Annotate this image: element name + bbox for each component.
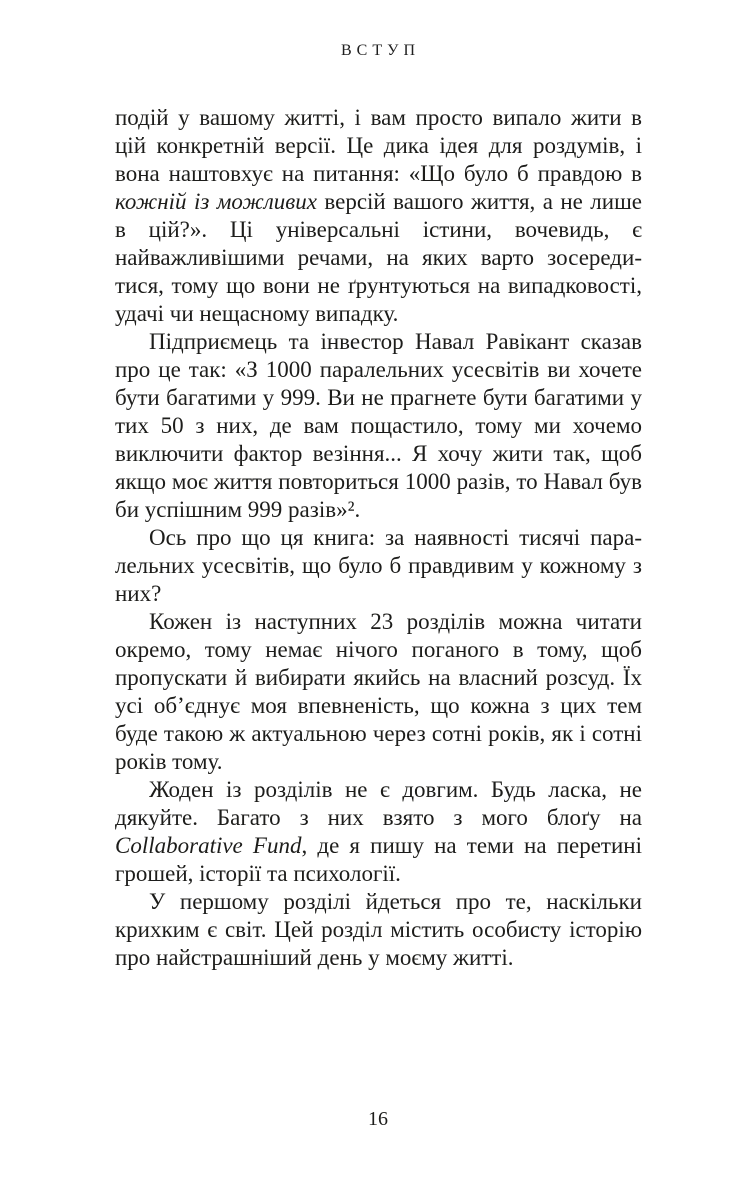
text-run-italic: кожній із можливих	[115, 189, 317, 214]
paragraph	[115, 776, 642, 888]
text-run: Ось про що ця книга: за наявності тисячі паралельних усесвітів, що було б правдивим у кожному з них?	[115, 525, 642, 606]
chapter-running-head: ВСТУП	[341, 42, 420, 59]
paragraph	[115, 888, 642, 972]
text-run: подій у вашому житті, і вам просто випало жити в цій конкретній версії. Це дика ідея для роздумів, і вона наштовхує на питання: «Що було б правдою в	[115, 105, 642, 186]
page-number: 16	[368, 1108, 388, 1130]
text-run: , де я пишу на теми на перетині грошей, історії та психології.	[115, 833, 642, 886]
text-run: версій вашого життя, а не лише в цій?». Ці універсальні істини, вочевидь, є найважливішими речами, на яких варто зосередитися, тому що вони не ґрунтуються на випадковості, удачі чи нещасному випадку.	[115, 189, 643, 326]
body-text	[115, 104, 642, 972]
paragraph	[115, 524, 642, 608]
text-run: Кожен із наступних 23 розділів можна читати окремо, тому немає нічого поганого в тому, щоб пропускати й вибирати якийсь на власний розсуд. Їх усі об’єднує моя впевненість, що кожна з цих тем буде такою ж актуальною через сотні років, як і сотні років тому.	[115, 609, 642, 774]
paragraph	[115, 104, 642, 328]
text-run: Жоден із розділів не є довгим. Будь ласка, не дякуйте. Багато з них взято з мого блоґу на	[115, 777, 642, 830]
text-run: Підприємець та інвестор Навал Равікант сказав про це так: «З 1000 паралельних усесвітів ви хочете бути багатими у 999. Ви не прагнете бути багатими у тих 50 з них, де вам пощастило, тому ми хочемо виключити фактор везіння... Я хочу жити так, щоб якщо моє життя повториться 1000 разів, то Навал був би успішним 999 разів»².	[115, 329, 642, 522]
paragraph	[115, 328, 642, 524]
text-run: У першому розділі йдеться про те, наскільки крихким є світ. Цей розділ містить особисту історію про найстрашніший день у моєму житті.	[115, 889, 642, 970]
text-run-italic: Collaborative Fund	[115, 833, 302, 858]
paragraph	[115, 608, 642, 776]
